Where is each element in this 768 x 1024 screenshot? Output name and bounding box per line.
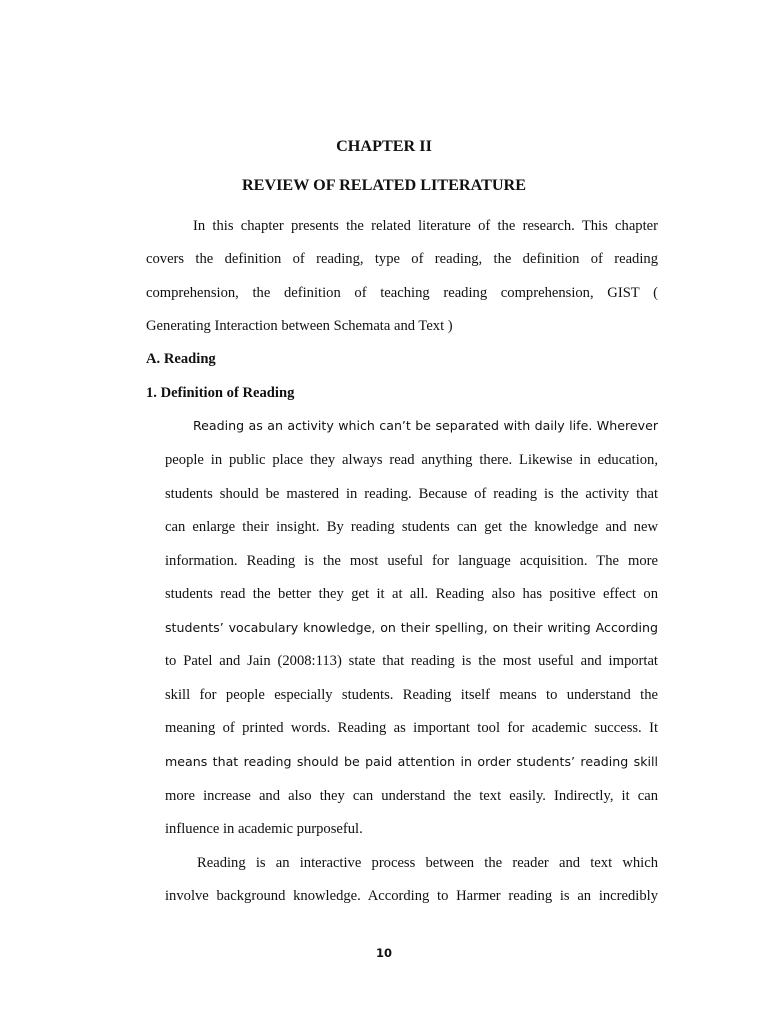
paragraph-line: students should be mastered in reading. Because of reading is the activity that — [165, 486, 658, 502]
subsection-heading-definition: 1. Definition of Reading — [146, 385, 295, 401]
paragraph-line: influence in academic purposeful. — [165, 821, 363, 837]
paragraph-line: can enlarge their insight. By reading students can get the knowledge and new — [165, 519, 658, 535]
paragraph-line: students read the better they get it at all. Reading also has positive effect on — [165, 586, 658, 602]
paragraph-line: information. Reading is the most useful for language acquisition. The more — [165, 553, 658, 569]
intro-line: covers the definition of reading, type of reading, the definition of reading — [146, 251, 658, 267]
paragraph-line: skill for people especially students. Reading itself means to understand the — [165, 687, 658, 703]
chapter-title: REVIEW OF RELATED LITERATURE — [241, 176, 527, 194]
chapter-label: CHAPTER II — [336, 137, 432, 155]
page-number: 10 — [375, 946, 392, 960]
intro-line: Generating Interaction between Schemata and Text ) — [146, 318, 453, 334]
intro-line: comprehension, the definition of teaching reading comprehension, GIST ( — [146, 285, 658, 301]
section-heading-reading: A. Reading — [146, 351, 216, 367]
paragraph-line: Reading is an interactive process between the reader and text which — [197, 855, 658, 871]
paragraph-line: involve background knowledge. According to Harmer reading is an incredibly — [165, 888, 658, 904]
paragraph-line: meaning of printed words. Reading as important tool for academic success. It — [165, 720, 658, 736]
paragraph-line: to Patel and Jain (2008:113) state that reading is the most useful and importat — [165, 653, 658, 669]
paragraph-line: more increase and also they can understand the text easily. Indirectly, it can — [165, 788, 658, 804]
paragraph-line: Reading as an activity which can’t be separated with daily life. Wherever — [193, 418, 658, 433]
paragraph-line: means that reading should be paid attention in order students’ reading skill — [165, 754, 658, 769]
intro-line: In this chapter presents the related literature of the research. This chapter — [193, 218, 658, 234]
paragraph-line: people in public place they always read anything there. Likewise in education, — [165, 452, 658, 468]
paragraph-line: students’ vocabulary knowledge, on their spelling, on their writing According — [165, 620, 658, 635]
